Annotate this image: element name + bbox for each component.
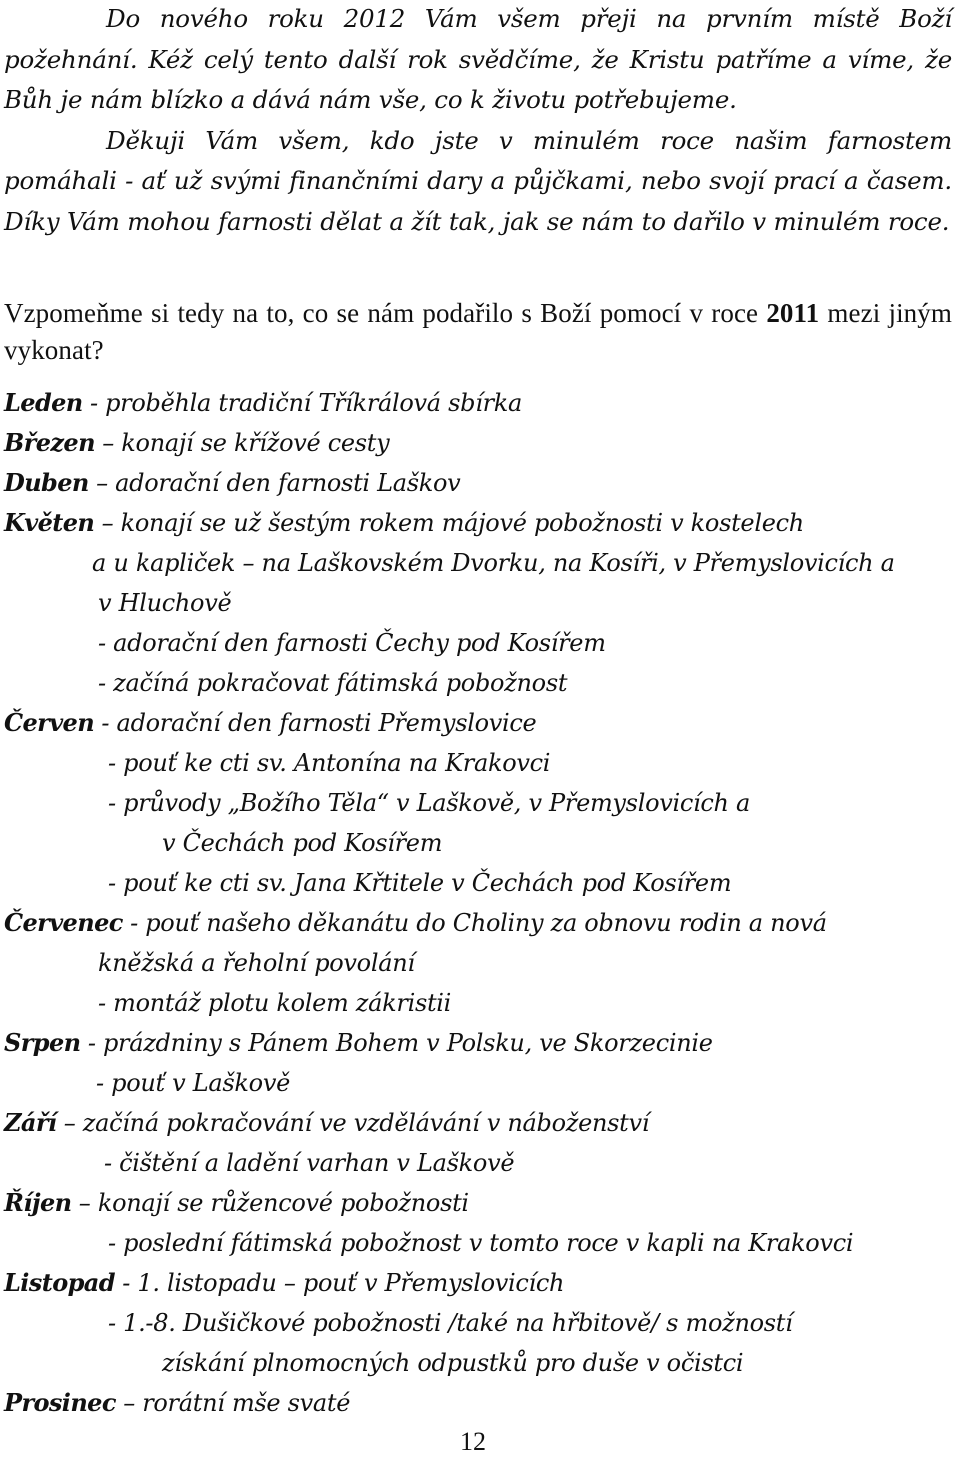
calendar-line <box>108 1307 793 1339</box>
event-text: – rorátní mše svaté <box>115 1389 351 1417</box>
calendar-line <box>104 1147 514 1179</box>
calendar-line <box>4 467 460 499</box>
calendar-line <box>98 627 606 659</box>
event-text: - adorační den farnosti Přemyslovice <box>94 709 537 737</box>
question-text-start: Vzpomeňme si tedy na to, co se nám podařilo s Boží pomocí v roce <box>4 298 767 328</box>
month-label: Leden <box>4 388 83 417</box>
month-label: Červenec <box>4 908 123 937</box>
month-label: Březen <box>4 428 95 457</box>
question-text-end: mezi jiným vykonat? <box>4 298 952 365</box>
calendar-line <box>4 1387 350 1419</box>
question-year: 2011 <box>766 298 820 328</box>
event-text: a u kapliček – na Laškovském Dvorku, na Kosíři, v Přemyslovicích a <box>92 549 895 577</box>
event-text: – adorační den farnosti Laškov <box>88 469 461 497</box>
intro-paragraph-greeting: Do nového roku 2012 Vám všem přeji na prvním místě Boží požehnání. Kéž celý tento další rok svědčíme, že Kristu patříme a víme, že Bůh je nám blízko a dává nám vše, co k životu potřebujeme. <box>4 4 952 114</box>
calendar-line <box>96 1067 290 1099</box>
calendar-line <box>98 947 415 979</box>
calendar-line <box>162 827 442 859</box>
event-text: – konají se růžencové pobožnosti <box>71 1189 469 1217</box>
event-text: - montáž plotu kolem zákristii <box>98 989 452 1017</box>
calendar-line <box>4 1267 564 1299</box>
calendar-line <box>108 787 750 819</box>
month-label: Říjen <box>4 1188 72 1217</box>
event-text: - pouť ke cti sv. Jana Křtitele v Čechách pod Kosířem <box>108 869 732 897</box>
calendar-line <box>4 707 536 739</box>
event-text: v Čechách pod Kosířem <box>162 829 443 857</box>
event-text: – konají se už šestým rokem májové pobožnosti v kostelech <box>94 509 804 537</box>
event-text: – začíná pokračování ve vzdělávání v náboženství <box>56 1109 650 1137</box>
event-text: - pouť ke cti sv. Antonína na Krakovci <box>108 749 551 777</box>
page-number: 12 <box>460 1427 486 1456</box>
month-label: Září <box>4 1108 57 1137</box>
event-text: - průvody „Božího Těla“ v Laškově, v Přemyslovicích a <box>108 789 751 817</box>
month-label: Prosinec <box>4 1388 116 1417</box>
month-label: Duben <box>4 468 89 497</box>
month-label: Červen <box>4 708 95 737</box>
calendar-line <box>4 1187 469 1219</box>
event-text: v Hluchově <box>98 589 232 617</box>
calendar-line <box>108 867 731 899</box>
event-text: - pouť v Laškově <box>96 1069 290 1097</box>
event-text: - proběhla tradiční Tříkrálová sbírka <box>82 389 522 417</box>
calendar-line <box>4 907 827 939</box>
event-text: - adorační den farnosti Čechy pod Kosířem <box>98 629 606 657</box>
calendar-line <box>4 507 804 539</box>
calendar-line <box>108 1227 853 1259</box>
event-text: - 1. listopadu – pouť v Přemyslovicích <box>114 1269 565 1297</box>
calendar-line <box>92 547 895 579</box>
calendar-line <box>98 987 451 1019</box>
intro-text <box>4 0 952 242</box>
question-paragraph <box>4 295 952 369</box>
intro-paragraph-thanks: Děkuji Vám všem, kdo jste v minulém roce našim farnostem pomáhali - ať už svými finančními dary a půjčkami, nebo svojí prací a časem. Díky Vám mohou farnosti dělat a žít tak, jak se nám to dařilo v minulém roce. <box>4 125 952 236</box>
event-text: kněžská a řeholní povolání <box>98 949 415 977</box>
calendar-line <box>98 587 231 619</box>
month-label: Srpen <box>4 1028 81 1057</box>
calendar-line <box>4 427 389 459</box>
month-label: Listopad <box>4 1268 115 1297</box>
event-text: – konají se křížové cesty <box>94 429 390 457</box>
event-text: - čištění a ladění varhan v Laškově <box>104 1149 515 1177</box>
event-text: - pouť našeho děkanátu do Choliny za obnovu rodin a nová <box>122 909 827 937</box>
event-text: - 1.-8. Dušičkové pobožnosti /také na hřbitově/ s možností <box>108 1309 793 1337</box>
calendar-line <box>98 667 567 699</box>
event-text: získání plnomocných odpustků pro duše v očistci <box>162 1349 744 1377</box>
month-label: Květen <box>4 508 95 537</box>
event-text: - začíná pokračovat fátimská pobožnost <box>98 669 568 697</box>
calendar-line <box>4 387 522 419</box>
calendar-line <box>108 747 550 779</box>
calendar-line <box>4 1107 649 1139</box>
event-text: - poslední fátimská pobožnost v tomto roce v kapli na Krakovci <box>108 1229 854 1257</box>
event-text: - prázdniny s Pánem Bohem v Polsku, ve Skorzecinie <box>80 1029 713 1057</box>
calendar-line <box>4 1027 713 1059</box>
calendar-line <box>162 1347 743 1379</box>
